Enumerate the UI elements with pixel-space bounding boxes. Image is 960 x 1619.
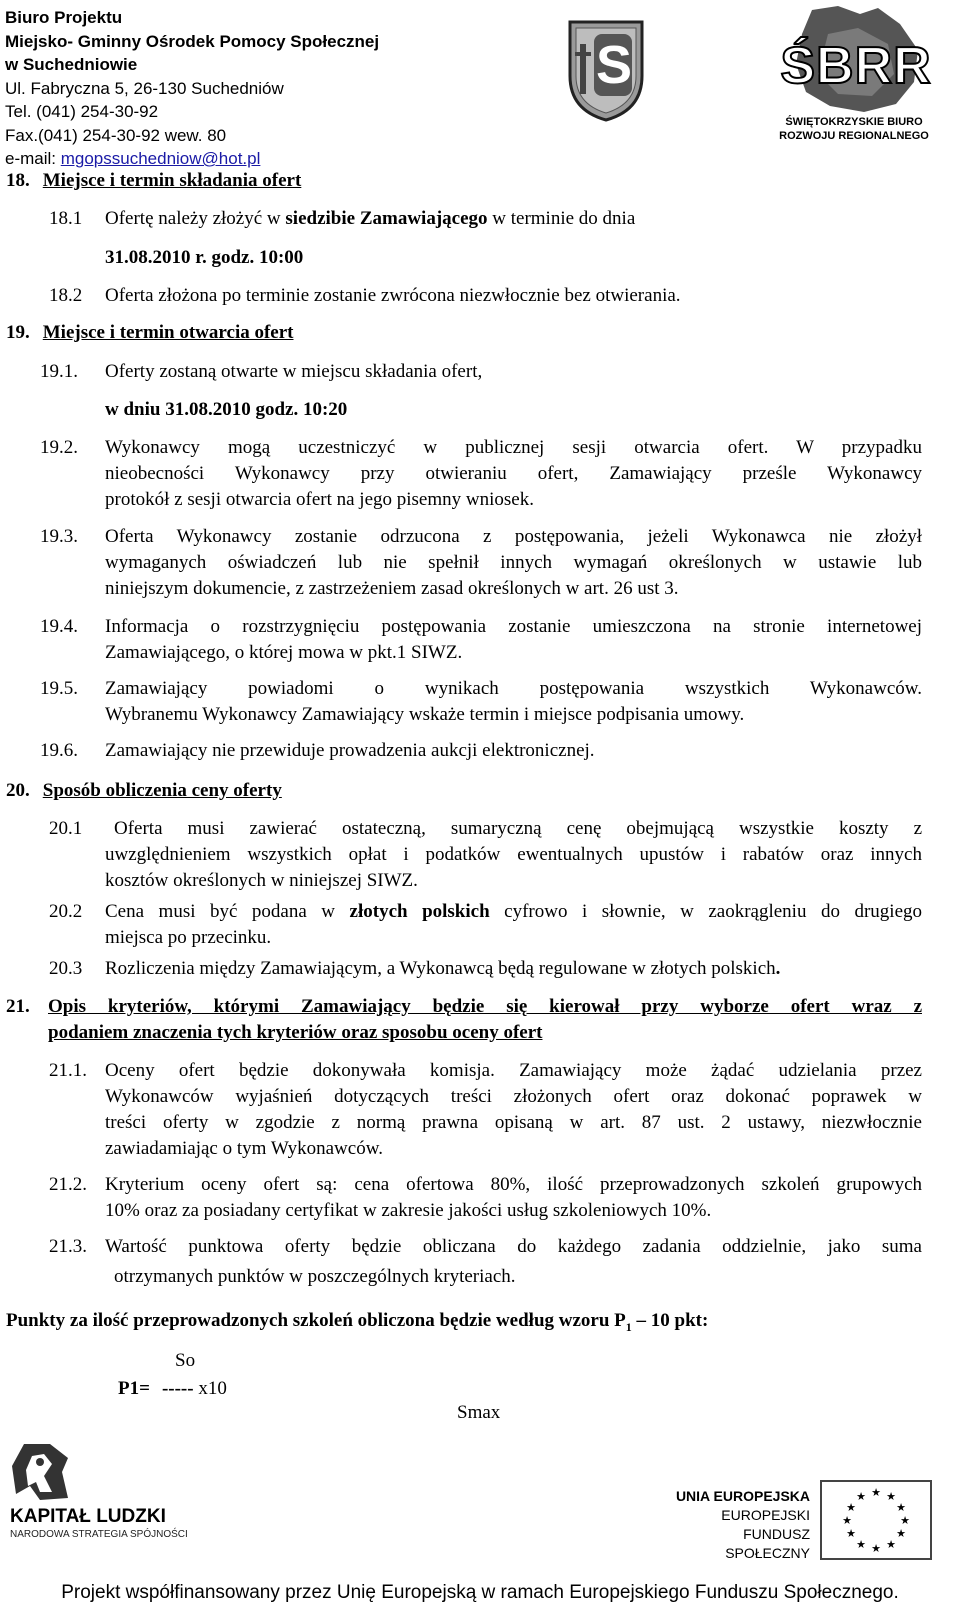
text-run-bold: złotych polskich bbox=[349, 901, 490, 922]
paragraph-19-4-line: Zamawiającego, o której mowa w pkt.1 SIWZ. bbox=[105, 642, 463, 663]
item-number: 20.3 bbox=[49, 958, 83, 979]
item-number: 19.5. bbox=[40, 678, 78, 699]
paragraph-18-1 bbox=[105, 206, 635, 232]
item-number: 19.6. bbox=[40, 740, 78, 761]
eu-fund-text-block bbox=[660, 1487, 810, 1561]
paragraph-19-3-line: Oferta Wykonawcy zostanie odrzucona z postępowania, jeżeli Wykonawca nie złożył bbox=[105, 526, 922, 547]
email-line bbox=[5, 147, 379, 171]
text-run-bold: . bbox=[775, 958, 781, 979]
item-number: 19.1. bbox=[40, 361, 78, 382]
svg-text:★: ★ bbox=[871, 1542, 881, 1555]
item-number: 19.3. bbox=[40, 526, 78, 547]
paragraph-19-4-line: Informacja o rozstrzygnięciu postępowania zostanie umieszczona na stronie internetowej bbox=[105, 616, 922, 637]
phone: Tel. (041) 254-30-92 bbox=[5, 102, 159, 121]
text-run: cyfrowo i słownie, w zaokrągleniu do drugiego bbox=[489, 901, 923, 922]
item-number: 21.3. bbox=[49, 1236, 87, 1257]
street-address: Ul. Fabryczna 5, 26-130 Suchedniów bbox=[5, 78, 284, 98]
text-run: Cena musi być podana w bbox=[105, 901, 350, 922]
email-label: e-mail: bbox=[5, 149, 61, 168]
paragraph-21-1-line: treści oferty w zgodzie z normą prawna opisaną w art. 87 ust. 2 ustawy, niezwłocznie bbox=[105, 1112, 922, 1133]
paragraph-19-5-line: Wybranemu Wykonawcy Zamawiający wskaże termin i miejsce podpisania umowy. bbox=[105, 704, 745, 725]
formula-denominator: Smax bbox=[457, 1402, 501, 1423]
item-number: 20.2 bbox=[49, 901, 83, 922]
text-run: – 10 pkt: bbox=[631, 1310, 709, 1331]
paragraph-20-1-line: kosztów określonych w niniejszej SIWZ. bbox=[105, 870, 418, 891]
sbrr-logo bbox=[768, 4, 940, 146]
formula-factor: x10 bbox=[193, 1378, 227, 1399]
paragraph-21-3-line: Wartość punktowa oferty będzie obliczana do każdego zadania oddzielnie, jako suma bbox=[105, 1236, 922, 1257]
kapital-ludzki-title: KAPITAŁ LUDZKI bbox=[10, 1506, 166, 1527]
item-number: 21.2. bbox=[49, 1174, 87, 1195]
paragraph-20-2-line bbox=[105, 899, 922, 925]
paragraph-19-3-line: wymaganych oświadczeń lub nie spełnił innych wymagań określonych w ustawie lub bbox=[105, 552, 922, 573]
item-number: 18.1 bbox=[49, 208, 83, 229]
formula-intro bbox=[6, 1308, 708, 1340]
email-link[interactable]: mgopssuchedniow@hot.pl bbox=[60, 149, 261, 168]
section-21-title-line: Opis kryteriów, którymi Zamawiający będzie się kierował przy wyborze ofert wraz z bbox=[48, 996, 922, 1017]
text-run: Ofertę należy złożyć w bbox=[105, 208, 286, 229]
paragraph-19-2-line: Wykonawcy mogą uczestniczyć w publicznej sesji otwarcia ofert. W przypadku bbox=[105, 437, 922, 458]
svg-text:★: ★ bbox=[886, 1538, 896, 1551]
svg-text:★: ★ bbox=[900, 1514, 910, 1527]
paragraph-20-1-line: Oferta musi zawierać ostateczną, sumaryczną cenę obejmującą wszystkie koszty z bbox=[114, 818, 922, 839]
paragraph-20-2-line: miejsca po przecinku. bbox=[105, 927, 272, 948]
section-number: 18. bbox=[6, 170, 30, 191]
section-title: Sposób obliczenia ceny oferty bbox=[42, 780, 282, 801]
item-number: 20.1 bbox=[49, 818, 83, 839]
institution-name: Miejsko- Gminny Ośrodek Pomocy Społecznej bbox=[5, 31, 380, 51]
paragraph-20-3 bbox=[105, 956, 780, 982]
item-number: 19.2. bbox=[40, 437, 78, 458]
fax: Fax.(041) 254-30-92 wew. 80 bbox=[5, 125, 227, 145]
paragraph-19-1: Oferty zostaną otwarte w miejscu składania ofert, bbox=[105, 361, 483, 382]
item-number: 19.4. bbox=[40, 616, 78, 637]
eu-flag-icon bbox=[820, 1480, 932, 1560]
item-number: 18.2 bbox=[49, 285, 83, 306]
svg-text:★: ★ bbox=[896, 1527, 906, 1540]
paragraph-18-2: Oferta złożona po terminie zostanie zwrócona niezwłocznie bez otwierania. bbox=[105, 285, 681, 306]
sbrr-logo-text: ŚBRR bbox=[780, 37, 932, 95]
paragraph-21-1-line: Oceny ofert będzie dokonywała komisja. Zamawiający może żądać udzielania przez bbox=[105, 1060, 922, 1081]
paragraph-19-3-line: niniejszym dokumencie, z zastrzeżeniem zasad określonych w art. 26 ust 3. bbox=[105, 578, 679, 599]
paragraph-21-1-line: Wykonawców wyjaśnień dotyczących treści złożonych ofert oraz dokonać poprawek w bbox=[105, 1086, 922, 1107]
cofinancing-statement: Projekt współfinansowany przez Unię Europejską w ramach Europejskiego Funduszu Społecznego. bbox=[61, 1582, 899, 1603]
section-number: 21. bbox=[6, 996, 30, 1017]
text-run: Punkty za ilość przeprowadzonych szkoleń obliczona będzie według wzoru P bbox=[6, 1310, 626, 1331]
section-21-title-line: podaniem znaczenia tych kryteriów oraz sposobu oceny ofert bbox=[48, 1022, 543, 1043]
project-office-address bbox=[5, 6, 379, 171]
paragraph-21-2-line: Kryterium oceny ofert są: cena ofertowa 80%, ilość przeprowadzonych szkoleń grupowych bbox=[105, 1174, 922, 1195]
crest-letter: S bbox=[596, 35, 633, 95]
eu-line-1: UNIA EUROPEJSKA bbox=[675, 1488, 810, 1504]
text-run-bold: siedzibie Zamawiającego bbox=[285, 208, 488, 229]
section-title: Miejsce i termin składania ofert bbox=[42, 170, 302, 191]
paragraph-21-1-line: zawiadamiając o tym Wykonawców. bbox=[105, 1138, 383, 1159]
svg-text:★: ★ bbox=[846, 1501, 856, 1514]
svg-text:★: ★ bbox=[886, 1490, 896, 1503]
kapital-ludzki-logo bbox=[8, 1442, 248, 1542]
section-20-heading bbox=[6, 778, 282, 804]
paragraph-19-5-line: Zamawiający powiadomi o wynikach postępowania wszystkich Wykonawców. bbox=[105, 678, 922, 699]
paragraph-21-3-line: otrzymanych punktów w poszczególnych kryteriach. bbox=[114, 1266, 516, 1287]
opening-date: w dniu 31.08.2010 godz. 10:20 bbox=[105, 399, 348, 420]
section-number: 19. bbox=[6, 322, 30, 343]
section-number: 20. bbox=[6, 780, 30, 801]
svg-text:★: ★ bbox=[856, 1538, 866, 1551]
paragraph-21-2-line: 10% oraz za posiadany certyfikat w zakresie jakości usług szkoleniowych 10%. bbox=[105, 1200, 712, 1221]
suchedniow-crest-logo bbox=[566, 18, 646, 122]
item-number: 21.1. bbox=[49, 1060, 87, 1081]
sbrr-caption-1: ŚWIĘTOKRZYSKIE BIURO bbox=[785, 116, 923, 128]
svg-text:★: ★ bbox=[896, 1501, 906, 1514]
office-name: Biuro Projektu bbox=[5, 8, 123, 27]
svg-text:★: ★ bbox=[846, 1527, 856, 1540]
paragraph-20-1-line: uwzględnieniem wszystkich opłat i podatków ewentualnych upustów i rabatów oraz innych bbox=[105, 844, 922, 865]
sbrr-caption-2: ROZWOJU REGIONALNEGO bbox=[779, 130, 929, 142]
formula-numerator: So bbox=[175, 1350, 196, 1371]
paragraph-19-6: Zamawiający nie przewiduje prowadzenia aukcji elektronicznej. bbox=[105, 740, 595, 761]
section-title: Miejsce i termin otwarcia ofert bbox=[42, 322, 294, 343]
svg-text:★: ★ bbox=[871, 1486, 881, 1499]
eu-line-2: EUROPEJSKI bbox=[721, 1507, 810, 1523]
section-18-heading bbox=[6, 168, 301, 194]
formula-lhs: P1= bbox=[118, 1378, 150, 1399]
formula-line bbox=[118, 1376, 227, 1402]
paragraph-19-2-line: nieobecności Wykonawcy przy otwieraniu ofert, Zamawiający prześle Wykonawcy bbox=[105, 463, 922, 484]
fraction-bar: ----- bbox=[161, 1378, 194, 1399]
eu-line-3: FUNDUSZ SPOŁECZNY bbox=[725, 1526, 810, 1561]
paragraph-19-2-line: protokół z sesji otwarcia ofert na jego pisemny wniosek. bbox=[105, 489, 534, 510]
institution-town: w Suchedniowie bbox=[5, 55, 138, 74]
svg-text:★: ★ bbox=[842, 1514, 852, 1527]
svg-text:★: ★ bbox=[856, 1490, 866, 1503]
subscript: 1 bbox=[625, 1319, 632, 1334]
deadline-date: 31.08.2010 r. godz. 10:00 bbox=[105, 247, 304, 268]
text-run: w terminie do dnia bbox=[487, 208, 636, 229]
section-19-heading bbox=[6, 320, 294, 346]
kapital-ludzki-subtitle: NARODOWA STRATEGIA SPÓJNOŚCI bbox=[10, 1529, 188, 1540]
text-run: Rozliczenia między Zamawiającym, a Wykonawcą będą regulowane w złotych polskich bbox=[105, 958, 776, 979]
